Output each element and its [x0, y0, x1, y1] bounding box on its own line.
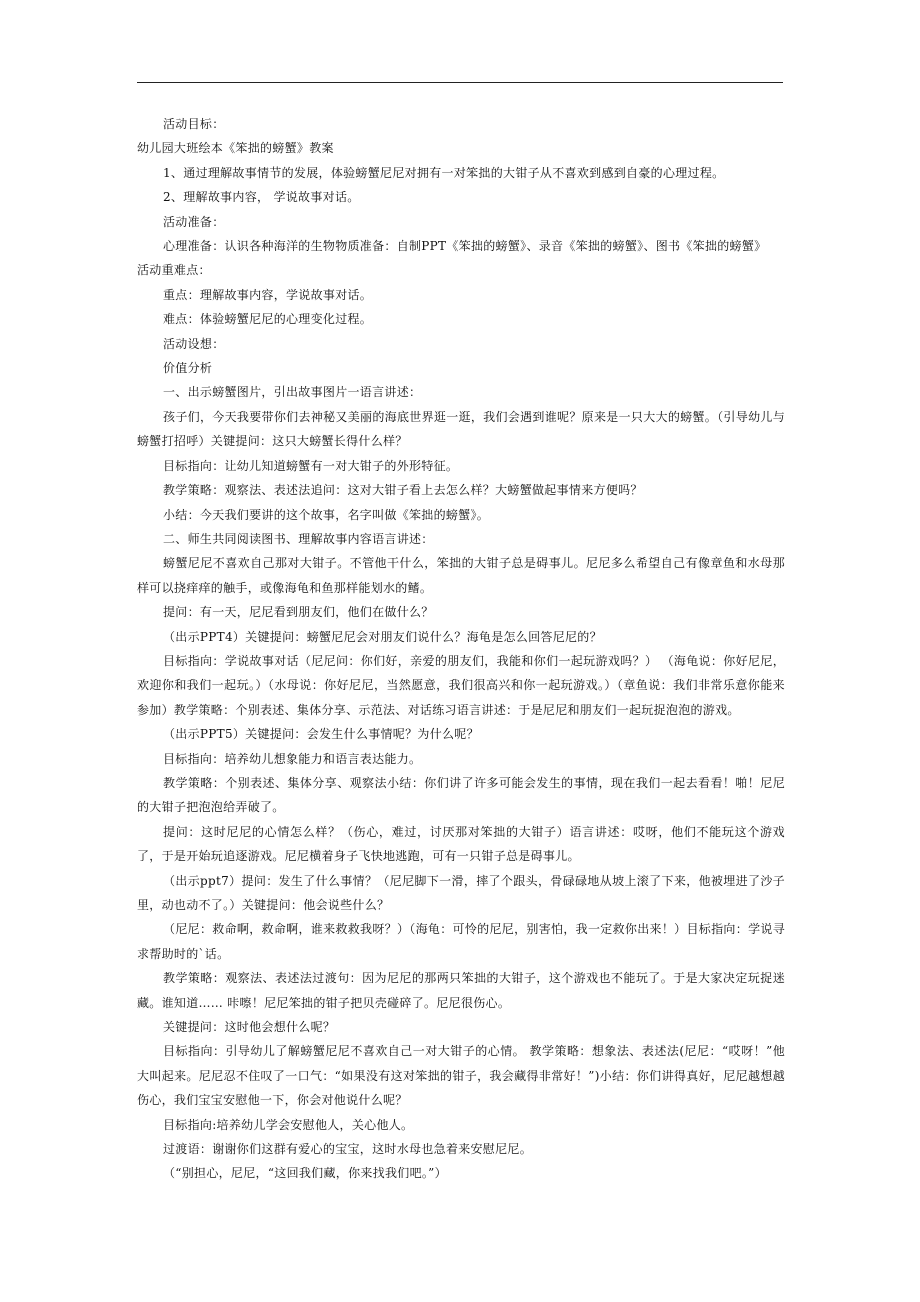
paragraph: 关键提问：这时他会想什么呢？ — [163, 1020, 336, 1035]
paragraph: 难点：体验螃蟹尼尼的心理变化过程。 — [163, 312, 373, 327]
paragraph: （出示ppt7）提问：发生了什么事情？（尼尼脚下一滑，摔了个跟头，骨碌碌地从坡上滚了下来，他被埋进了沙子里，动也动不了。）关键提问：他会说些什么？ — [137, 873, 785, 912]
paragraph: 1、通过理解故事情节的发展，体验螃蟹尼尼对拥有一对笨拙的大钳子从不喜欢到感到自豪的心理过程。 — [163, 165, 725, 180]
header-rule — [137, 82, 783, 83]
paragraph: 目标指向：让幼儿知道螃蟹有一对大钳子的外形特征。 — [163, 458, 459, 473]
paragraph: 提问：这时尼尼的心情怎么样？（伤心，难过，讨厌那对笨拙的大钳子）语言讲述：哎呀，他们不能玩这个游戏了，于是开始玩追逐游戏。尼尼横着身子飞快地逃跑，可有一只钳子总是碍事儿。 — [137, 824, 785, 864]
paragraph: 教学策略：观察法、表述法追问：这对大钳子看上去怎么样？大螃蟹做起事情来方便吗？ — [163, 483, 643, 498]
paragraph: 活动重难点： — [137, 263, 211, 278]
paragraph: 目标指向：引导幼儿了解螃蟹尼尼不喜欢自己一对大钳子的心情。 教学策略：想象法、表述法(尼尼：“哎呀！”他大叫起来。尼尼忍不住叹了一口气：“如果没有这对笨拙的钳子，我会藏得非常好！”)小结：你们讲得真好，尼尼越想越伤心，我们宝宝安慰他一下，你会对他说什么呢？ — [137, 1044, 785, 1108]
paragraph: 心理准备：认识各种海洋的生物物质准备：自制PPT《笨拙的螃蟹》、录音《笨拙的螃蟹》、图书《笨拙的螃蟹》 — [163, 239, 767, 254]
paragraph: 提问：有一天，尼尼看到朋友们，他们在做什么？ — [163, 605, 434, 620]
paragraph: （出示PPT5）关键提问：会发生什么事情呢？为什么呢？ — [163, 727, 479, 742]
paragraph: 目标指向：学说故事对话（尼尼问：你们好，亲爱的朋友们，我能和你们一起玩游戏吗？） （海龟说：你好尼尼，欢迎你和我们一起玩。）（水母说：你好尼尼，当然愿意，我们很高兴和你一起玩游戏。）（章鱼说：我们非常乐意你能来参加）教学策略：个别表述、集体分享、示范法、对话练习语言讲述：于是尼尼和朋友们一起玩捉泡泡的游戏。 — [137, 653, 785, 717]
paragraph: 孩子们，今天我要带你们去神秘又美丽的海底世界逛一逛，我们会遇到谁呢？原来是一只大大的螃蟹。（引导幼儿与螃蟹打招呼）关键提问：这只大螃蟹长得什么样？ — [137, 409, 785, 449]
paragraph: 小结：今天我们要讲的这个故事，名字叫做《笨拙的螃蟹》。 — [163, 507, 490, 522]
paragraph: 教学策略：观察法、表述法过渡句：因为尼尼的那两只笨拙的大钳子，这个游戏也不能玩了。于是大家决定玩捉迷藏。谁知道…… 咔嚓！尼尼笨拙的钳子把贝壳碰碎了。尼尼很伤心。 — [137, 971, 785, 1010]
paragraph: 重点：理解故事内容，学说故事对话。 — [163, 287, 373, 302]
paragraph: （出示PPT4）关键提问：螃蟹尼尼会对朋友们说什么？海龟是怎么回答尼尼的？ — [163, 629, 602, 644]
paragraph: 一、出示螃蟹图片，引出故事图片一语言讲述： — [163, 385, 422, 400]
paragraph: 过渡语：谢谢你们这群有爱心的宝宝，这时水母也急着来安慰尼尼。 — [163, 1142, 533, 1157]
paragraph: 螃蟹尼尼不喜欢自己那对大钳子。不管他干什么，笨拙的大钳子总是碍事儿。尼尼多么希望自己有像章鱼和水母那样可以挠痒痒的触手，或像海龟和鱼那样能划水的鳍。 — [137, 556, 785, 595]
paragraph: 2、理解故事内容， 学说故事对话。 — [163, 190, 360, 205]
paragraph: 活动设想： — [163, 336, 225, 351]
paragraph: 价值分析 — [163, 361, 213, 376]
paragraph: 教学策略：个别表述、集体分享、观察法小结：你们讲了许多可能会发生的事情，现在我们一起去看看！啪！尼尼的大钳子把泡泡给弄破了。 — [137, 775, 785, 815]
document-body — [137, 112, 785, 1186]
paragraph: （尼尼：救命啊，救命啊，谁来救救我呀？）（海龟：可怜的尼尼，别害怕，我一定救你出来！）目标指向：学说寻求帮助时的`话。 — [137, 922, 785, 961]
paragraph: （“别担心，尼尼，“这回我们藏，你来找我们吧。”） — [163, 1166, 447, 1181]
document-title: 幼儿园大班绘本《笨拙的螃蟹》教案 — [137, 141, 334, 156]
paragraph: 二、师生共同阅读图书、理解故事内容语言讲述： — [163, 531, 434, 546]
paragraph: 目标指向:培养幼儿学会安慰他人，关心他人。 — [163, 1117, 414, 1132]
paragraph: 活动目标： — [163, 117, 225, 131]
paragraph: 活动准备： — [163, 214, 225, 229]
paragraph: 目标指向：培养幼儿想象能力和语言表达能力。 — [163, 751, 422, 766]
